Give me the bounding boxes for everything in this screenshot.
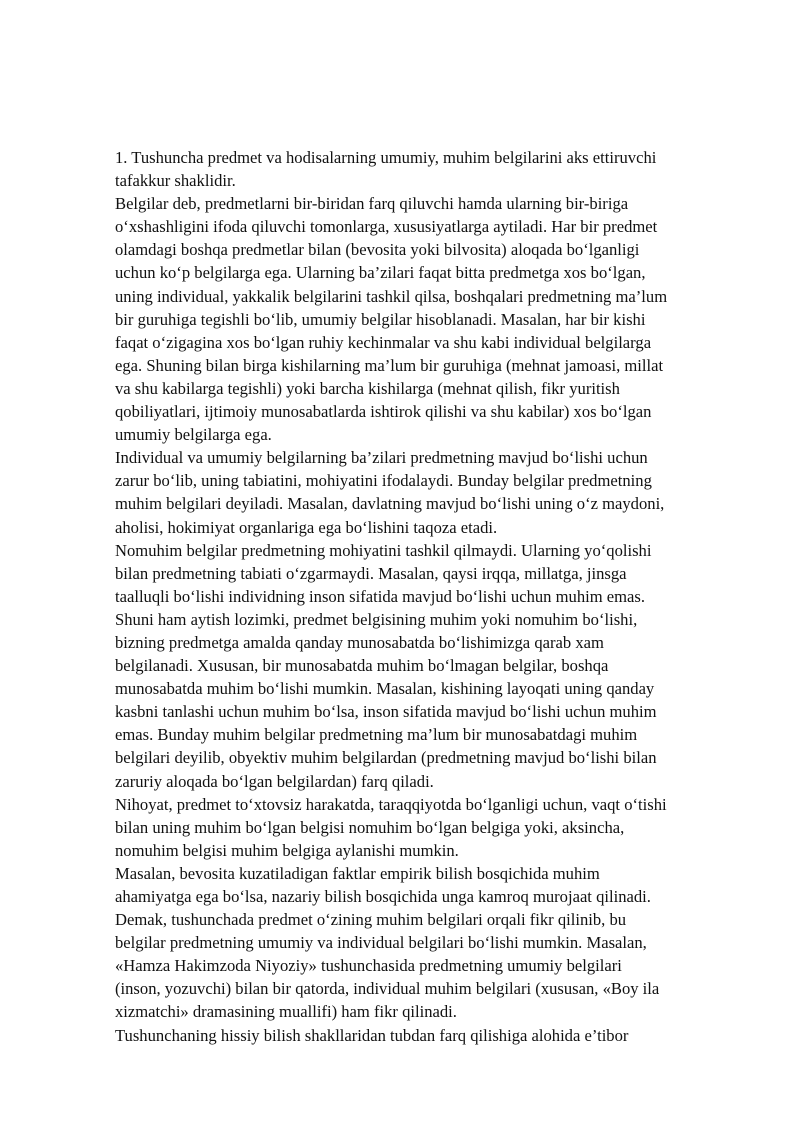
- text-line: zaruriy aloqada bo‘lgan belgilardan) farq qiladi.: [115, 771, 434, 791]
- text-line: Nihoyat, predmet to‘xtovsiz harakatda, taraqqiyotda bo‘lganligi uchun, vaqt o‘tishi: [115, 794, 667, 814]
- text-line: xizmatchi» dramasining muallifi) ham fikr qilinadi.: [115, 1002, 457, 1022]
- text-line: bir guruhiga tegishli bo‘lib, umumiy belgilar hisoblanadi. Masalan, har bir kishi: [115, 309, 646, 329]
- text-line: bizning predmetga amalda qanday munosabatda bo‘lishimizga qarab xam: [115, 632, 604, 652]
- text-line: uchun ko‘p belgilarga ega. Ularning ba’zilari faqat bitta predmetga xos bo‘lgan,: [115, 263, 646, 283]
- text-line: Belgilar deb, predmetlarni bir-biridan farq qiluvchi hamda ularning bir-biriga: [115, 194, 629, 214]
- text-line: ahamiyatga ega bo‘lsa, nazariy bilish bosqichida unga kamroq murojaat qilinadi.: [115, 887, 651, 906]
- document-body-text: [115, 146, 755, 1047]
- text-line: belgilar predmetning umumiy va individual belgilari bo‘lishi mumkin. Masalan,: [115, 933, 647, 953]
- text-line: belgilari deyilib, obyektiv muhim belgilardan (predmetning mavjud bo‘lishi bilan: [115, 748, 657, 768]
- text-line: taalluqli bo‘lishi individning inson sifatida mavjud bo‘lishi uchun muhim emas.: [115, 586, 646, 606]
- text-line: zarur bo‘lib, uning tabiatini, mohiyatini ifodalaydi. Bunday belgilar predmetning: [115, 471, 652, 491]
- text-line: uning individual, yakkalik belgilarini tashkil qilsa, boshqalari predmetning ma’lum: [115, 286, 668, 306]
- text-line: emas. Bunday muhim belgilar predmetning ma’lum bir munosabatdagi muhim: [115, 725, 638, 745]
- text-line: bilan uning muhim bo‘lgan belgisi nomuhim bo‘lgan belgiga yoki, aksincha,: [115, 817, 625, 837]
- text-line: ega. Shuning bilan birga kishilarning ma’lum bir guruhiga (mehnat jamoasi, millat: [115, 355, 664, 375]
- text-line: «Hamza Hakimzoda Niyoziy» tushunchasida predmetning umumiy belgilari: [115, 956, 622, 976]
- text-line: Nomuhim belgilar predmetning mohiyatini tashkil qilmaydi. Ularning yo‘qolishi: [115, 540, 652, 560]
- text-line: munosabatda muhim bo‘lishi mumkin. Masalan, kishining layoqati uning qanday: [115, 679, 655, 699]
- text-line: umumiy belgilarga ega.: [115, 425, 272, 445]
- text-line: Demak, tushunchada predmet o‘zining muhim belgilari orqali fikr qilinib, bu: [115, 910, 627, 930]
- text-line: bilan predmetning tabiati o‘zgarmaydi. Masalan, qaysi irqqa, millatga, jinsga: [115, 563, 627, 583]
- text-line: Shuni ham aytish lozimki, predmet belgisining muhim yoki nomuhim bo‘lishi,: [115, 609, 638, 629]
- text-line: va shu kabilarga tegishli) yoki barcha kishilarga (mehnat qilish, fikr yuritish: [115, 378, 620, 398]
- text-line: Individual va umumiy belgilarning ba’zilari predmetning mavjud bo‘lishi uchun: [115, 448, 648, 468]
- text-line: o‘xshashligini ifoda qiluvchi tomonlarga, xususiyatlarga aytiladi. Har bir predmet: [115, 217, 658, 237]
- text-line: (inson, yozuvchi) bilan bir qatorda, individual muhim belgilari (xususan, «Boy ila: [115, 979, 660, 999]
- text-line: Masalan, bevosita kuzatiladigan faktlar empirik bilish bosqichida muhim: [115, 863, 600, 883]
- text-line: belgilanadi. Xususan, bir munosabatda muhim bo‘lmagan belgilar, boshqa: [115, 656, 609, 676]
- text-line: nomuhim belgisi muhim belgiga aylanishi mumkin.: [115, 840, 459, 860]
- text-line: tafakkur shaklidir.: [115, 171, 236, 191]
- text-line: faqat o‘zigagina xos bo‘lgan ruhiy kechinmalar va shu kabi individual belgilarga: [115, 332, 652, 352]
- text-line: 1. Tushuncha predmet va hodisalarning umumiy, muhim belgilarini aks ettiruvchi: [115, 148, 657, 167]
- text-line: qobiliyatlari, ijtimoiy munosabatlarda ishtirok qilishi va shu kabilar) xos bo‘lgan: [115, 402, 652, 422]
- text-line: aholisi, hokimiyat organlariga ega bo‘lishini taqoza etadi.: [115, 517, 498, 537]
- text-line: Tushunchaning hissiy bilish shakllaridan tubdan farq qilishiga alohida e’tibor: [115, 1025, 629, 1045]
- text-line: olamdagi boshqa predmetlar bilan (bevosita yoki bilvosita) aloqada bo‘lganligi: [115, 240, 640, 260]
- text-line: kasbni tanlashi uchun muhim bo‘lsa, inson sifatida mavjud bo‘lishi uchun muhim: [115, 702, 657, 722]
- text-line: muhim belgilari deyiladi. Masalan, davlatning mavjud bo‘lishi uning o‘z maydoni,: [115, 494, 665, 514]
